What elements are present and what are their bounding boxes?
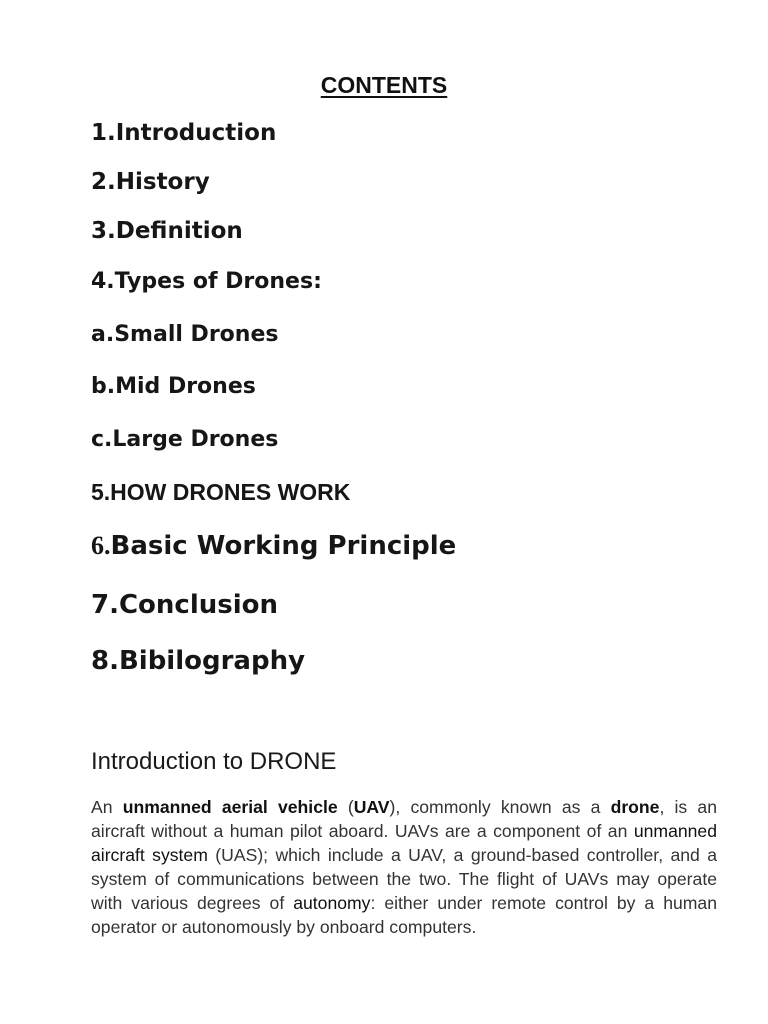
uas-term: unmanned aircraft system (91, 821, 717, 865)
toc-item-introduction: 1.Introduction (91, 120, 277, 146)
text-run: An (91, 797, 123, 817)
uav-abbreviation: UAV (353, 797, 390, 817)
toc-item-basic-working-principle (91, 531, 456, 561)
toc-item-large-drones: c.Large Drones (91, 427, 279, 452)
intro-paragraph (91, 795, 717, 939)
text-run: ( (337, 797, 354, 817)
toc-item-history: 2.History (91, 169, 210, 195)
toc-item-number: 6. (91, 531, 111, 560)
text-run: (UAS); which include a UAV, a ground-based controller, and a system of communications between the two. The flight of UAVs may operate with various degrees of (91, 845, 717, 913)
toc-item-definition: 3.Definition (91, 218, 243, 244)
toc-item-label: Basic Working Principle (110, 531, 457, 561)
toc-item-mid-drones: b.Mid Drones (91, 374, 256, 399)
text-run: , is an aircraft without a human pilot aboard. UAVs are a component of an (91, 797, 717, 841)
autonomy-term: autonomy (293, 893, 371, 913)
toc-item-bibliography: 8.Bibilography (91, 646, 306, 676)
toc-item-small-drones: a.Small Drones (91, 322, 279, 347)
text-run: ), commonly known as a (389, 797, 611, 817)
toc-item-conclusion: 7.Conclusion (91, 590, 279, 620)
uav-term: unmanned aerial vehicle (122, 797, 338, 817)
intro-heading: Introduction to DRONE (91, 748, 337, 775)
contents-title: CONTENTS (320, 72, 448, 98)
text-run: : either under remote control by a human operator or autonomously by onboard computers. (91, 893, 717, 937)
drone-term: drone (610, 797, 660, 817)
toc-item-how-drones-work: 5.HOW DRONES WORK (91, 479, 351, 505)
toc-item-types-of-drones: 4.Types of Drones: (91, 269, 322, 294)
